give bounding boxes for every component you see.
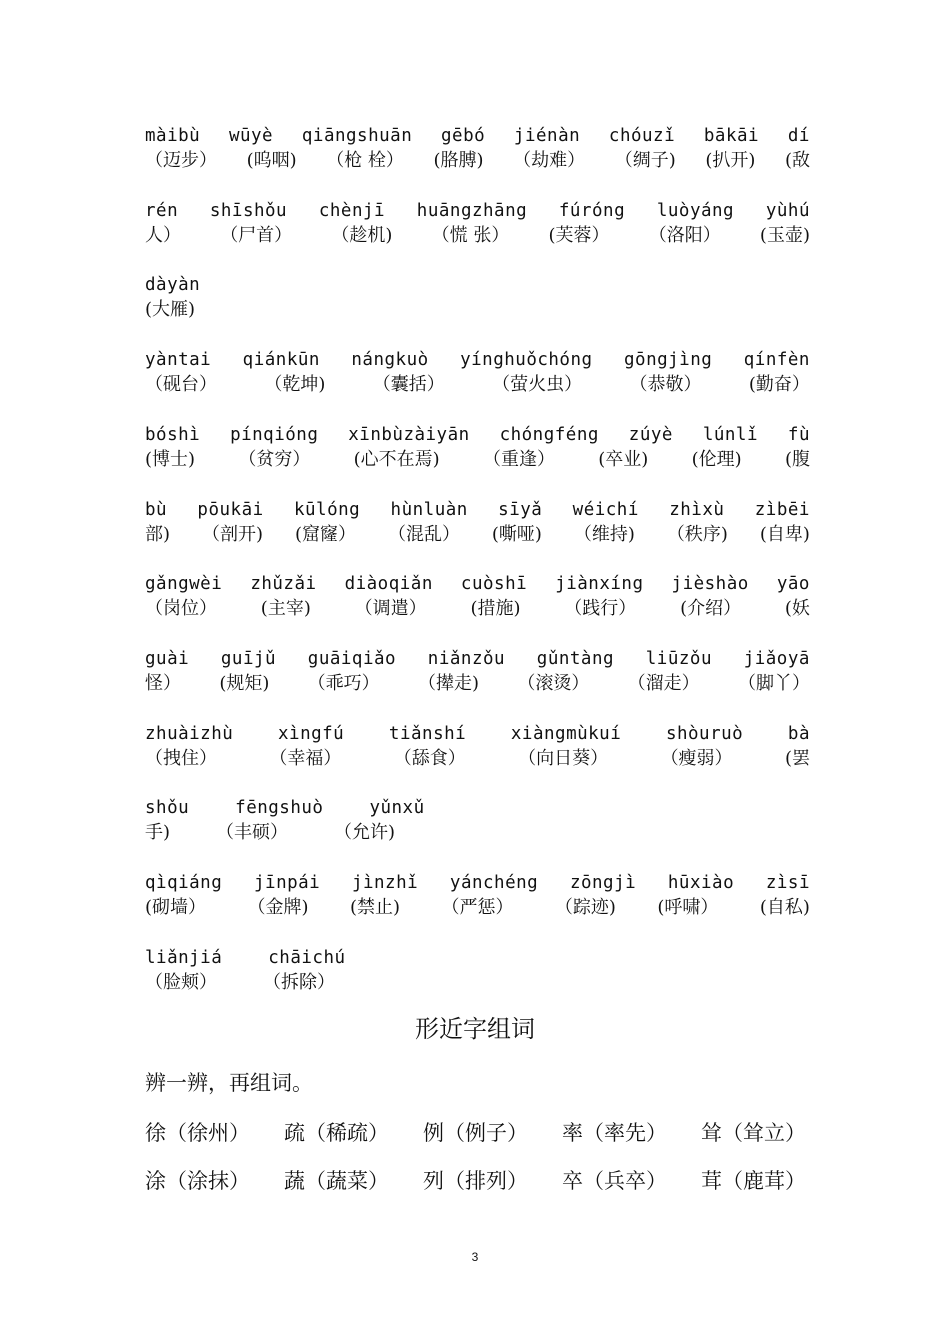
pinyin-item: niǎnzǒu [427,649,506,669]
pinyin-line [145,199,810,223]
pinyin-item: zhuàizhù [145,724,234,744]
pinyin-item: chāichú [268,948,346,968]
word-item: （瘦弱） [660,748,733,769]
word-item: （维持) [573,524,635,545]
pinyin-item: bù [145,500,168,520]
pinyin-item: zhǔzǎi [250,574,317,594]
pinyin-item: guījǔ [220,649,277,669]
word-item: （趁机) [331,225,393,246]
pinyin-item: shīshǒu [209,201,288,221]
word-item: （丰硕） [216,822,289,843]
word-item: （秩序) [666,524,728,545]
pinyin-line [145,871,810,895]
pinyin-word-row [145,946,810,996]
word-item: (博士) [145,449,196,470]
word-item: （岗位） [145,598,217,619]
pinyin-item: hùnluàn [390,500,468,520]
word-item: （幸福） [269,748,342,769]
word-item: (介绍） [680,598,742,619]
pinyin-word-row [145,348,810,398]
pinyin-word-row [145,796,810,846]
pinyin-item: xīnbùzàiyān [348,425,470,445]
word-item: (自卑) [759,524,810,545]
pinyin-item: nángkuò [351,350,429,370]
word-item: (措施) [470,598,521,619]
pinyin-item: zìbēi [754,500,810,520]
word-item: （踪迹) [554,897,616,918]
pinyin-line [145,124,810,148]
pinyin-item: qiánkūn [242,350,320,370]
word-item: 人） [145,225,181,246]
pinyin-item: gǎngwèi [145,574,223,594]
pinyin-line [145,273,810,297]
word-item: （重逢） [482,449,555,470]
list-item: 率（率先） [562,1121,667,1145]
pinyin-word-row [145,498,810,548]
word-item: （严惩） [441,897,514,918]
pinyin-item: yàntai [145,350,212,370]
instruction-text: 辨一辨，再组词。 [145,1071,313,1095]
word-item: (窟窿） [294,524,356,545]
pinyin-item: gōngjìng [624,350,713,370]
pinyin-item: fù [787,425,810,445]
word-line [145,223,810,249]
pinyin-item: cuòshī [460,574,528,594]
pinyin-item: bākāi [703,126,760,146]
word-item: 手) [145,822,171,843]
pinyin-item: xiàngmùkuí [510,724,622,744]
word-item: (腹 [784,449,810,470]
pinyin-item: yínghuǒchóng [460,350,593,370]
word-item: （劫难） [513,150,586,171]
word-line [145,372,810,398]
pinyin-item: rén [145,201,179,221]
pinyin-word-row [145,871,810,921]
word-item: (伦理) [691,449,742,470]
word-line [145,447,810,473]
pinyin-item: pōukāi [197,500,264,520]
word-item: (嘶哑) [491,524,542,545]
list-item: 徐（徐州） [145,1121,250,1145]
word-item: (呜咽) [246,150,297,171]
char-pair-row-1 [145,1118,840,1148]
word-item: （允许) [334,822,396,843]
word-item: (自私) [759,897,810,918]
list-item: 茸（鹿茸） [701,1169,806,1193]
pinyin-item: dàyàn [145,275,201,295]
word-item: （舔食） [393,748,466,769]
pinyin-item: jiànxíng [555,574,644,594]
pinyin-line [145,498,810,522]
word-item: （金牌) [247,897,309,918]
pinyin-item: chóuzǐ [608,126,676,146]
pinyin-item: yāo [776,574,810,594]
pinyin-item: bóshì [145,425,201,445]
word-item: （脸颊） [145,972,217,993]
pinyin-line [145,348,810,372]
list-item: 列（排列） [423,1169,528,1193]
word-item: （洛阳） [648,225,721,246]
list-item: 卒（兵卒） [562,1169,667,1193]
word-item: （乖巧） [307,673,380,694]
word-item: (禁止) [349,897,401,918]
pinyin-item: jiǎoyā [743,649,810,669]
word-line [145,522,810,548]
word-line [145,970,810,996]
pinyin-item: qiāngshuān [301,126,413,146]
pinyin-item: liǎnjiá [145,948,223,968]
pinyin-line [145,796,810,820]
pinyin-item: jīnpái [254,873,321,893]
pinyin-item: qínfèn [743,350,810,370]
word-item: （囊括） [372,374,445,395]
pinyin-line [145,423,810,447]
word-item: （尸首） [220,225,293,246]
word-item: 怪） [145,673,181,694]
pinyin-item: hūxiào [667,873,735,893]
pinyin-word-row [145,273,810,323]
word-line [145,671,810,697]
pinyin-item: màibù [145,126,201,146]
pinyin-item: jiénàn [513,126,581,146]
pinyin-item: chóngféng [499,425,599,445]
pinyin-word-row [145,124,810,174]
word-line [145,820,810,846]
pinyin-item: sīyǎ [498,500,543,520]
pinyin-item: zìsī [765,873,810,893]
pinyin-item: xìngfú [278,724,345,744]
word-item: (砌墙） [145,897,207,918]
pinyin-item: huāngzhāng [416,201,528,221]
word-item: （向日葵） [518,748,609,769]
pinyin-item: dí [787,126,810,146]
word-item: (大雁) [145,299,196,320]
word-item: (扒开) [705,150,756,171]
word-item: (芙蓉） [548,225,610,246]
word-item: （溜走） [627,673,700,694]
word-item: （枪 栓） [326,150,404,171]
word-item: （拆除） [263,972,335,993]
pinyin-item: pínqióng [230,425,319,445]
pinyin-item: shòuruò [665,724,744,744]
pinyin-item: luòyáng [656,201,735,221]
pinyin-line [145,647,810,671]
section-title: 形近字组词 [415,1015,535,1043]
word-item: （拽住） [145,748,217,769]
word-item: （乾坤) [264,374,326,395]
word-line [145,596,810,622]
pinyin-item: wūyè [228,126,274,146]
word-item: (主宰) [260,598,311,619]
pinyin-item: zúyè [628,425,673,445]
pinyin-line [145,722,810,746]
word-item: （脚丫） [737,673,810,694]
pinyin-item: tiǎnshí [388,724,467,744]
list-item: 涂（涂抹） [145,1169,250,1193]
pinyin-item: gēbó [441,126,486,146]
list-item: 耸（耸立） [701,1121,806,1145]
list-item: 例（例子） [423,1121,528,1145]
char-pair-row-2 [145,1166,840,1196]
pinyin-item: yùhú [765,201,810,221]
pinyin-item: fúróng [558,201,626,221]
page-number: 3 [471,1250,479,1264]
pinyin-item: jìnzhǐ [351,873,419,893]
word-line [145,746,810,772]
list-item: 蔬（蔬菜） [284,1169,389,1193]
word-item: (勤奋） [748,374,810,395]
word-item: 部) [145,524,171,545]
pinyin-line [145,946,810,970]
list-item: 疏（稀疏） [284,1121,389,1145]
word-item: （剖开) [201,524,264,545]
word-item: （践行） [564,598,637,619]
word-line [145,895,810,921]
pinyin-word-row [145,199,810,249]
pinyin-item: guāiqiǎo [307,649,397,669]
pinyin-item: zōngjì [569,873,637,893]
word-item: (卒业) [598,449,649,470]
word-item: (妖 [784,598,810,619]
pinyin-item: wéichí [572,500,639,520]
word-item: （贫穷） [238,449,311,470]
pinyin-word-row [145,647,810,697]
word-item: (罢 [784,748,810,769]
word-item: （慌 张） [431,225,510,246]
word-item: （迈步） [145,150,217,171]
word-item: (呼啸） [657,897,719,918]
pinyin-item: liūzǒu [645,649,712,669]
word-line [145,148,810,174]
pinyin-item: kūlóng [293,500,361,520]
pinyin-item: jièshào [671,574,749,594]
pinyin-item: gǔntàng [536,649,615,669]
pinyin-item: yánchéng [449,873,539,893]
pinyin-item: qìqiáng [145,873,223,893]
pinyin-item: chènjī [318,201,386,221]
pinyin-item: diàoqiǎn [344,574,433,594]
word-item: （调遣） [354,598,427,619]
pinyin-item: shǒu [145,798,190,818]
word-item: （撵走) [417,673,480,694]
pinyin-word-row [145,722,810,772]
word-line [145,297,810,323]
word-item: （滚烫） [517,673,590,694]
word-item: (玉壶) [759,225,810,246]
word-item: （混乱） [387,524,460,545]
pinyin-item: zhìxù [669,500,725,520]
word-item: (心不在焉) [353,449,440,470]
word-item: (规矩) [219,673,270,694]
pinyin-item: bà [787,724,810,744]
pinyin-item: guài [145,649,190,669]
word-item: （绸子) [614,150,676,171]
pinyin-word-row [145,423,810,473]
pinyin-line [145,572,810,596]
pinyin-item: fēngshuò [235,798,324,818]
word-item: (敌 [784,150,810,171]
pinyin-word-row [145,572,810,622]
pinyin-item: lúnlǐ [702,425,759,445]
word-item: （砚台） [145,374,217,395]
pinyin-item: yǔnxǔ [369,798,425,818]
word-item: （萤火虫） [492,374,583,395]
word-item: (胳膊) [433,150,484,171]
word-item: （恭敬） [629,374,702,395]
